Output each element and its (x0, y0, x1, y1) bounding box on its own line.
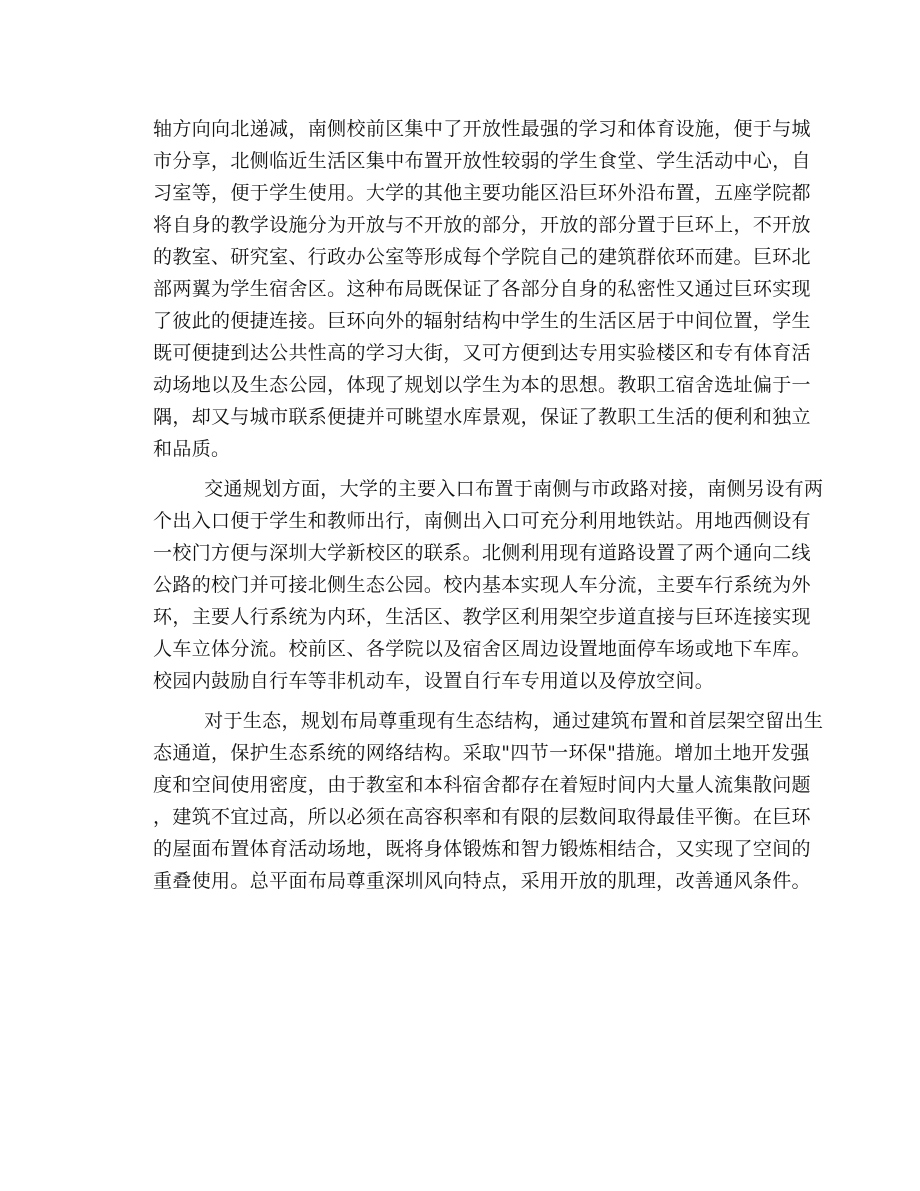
text-line: 将自身的教学设施分为开放与不开放的部分，开放的部分置于巨环上，不开放 (153, 214, 811, 236)
text-line: 习室等，便于学生使用。大学的其他主要功能区沿巨环外沿布置，五座学院都 (153, 182, 811, 204)
text-line: 交通规划方面，大学的主要入口布置于南侧与市政路对接，南侧另设有两 (153, 478, 824, 500)
text-line: 了彼此的便捷连接。巨环向外的辐射结构中学生的生活区居于中间位置，学生 (153, 310, 811, 332)
text-line: 轴方向向北递减，南侧校前区集中了开放性最强的学习和体育设施，便于与城 (153, 118, 811, 140)
paragraph-campus-layout (153, 113, 811, 465)
text-line: 环，主要人行系统为内环，生活区、教学区利用架空步道直接与巨环连接实现 (153, 606, 811, 628)
text-line: 和品质。 (153, 438, 231, 460)
text-line: 的屋面布置体育活动场地，既将身体锻炼和智力锻炼相结合，又实现了空间的 (153, 838, 811, 860)
paragraph-ecology (153, 705, 824, 897)
text-line: 动场地以及生态公园，体现了规划以学生为本的思想。教职工宿舍选址偏于一 (153, 374, 811, 396)
paragraph-traffic-planning (153, 473, 824, 697)
body-text (153, 113, 824, 897)
text-line: 人车立体分流。校前区、各学院以及宿舍区周边设置地面停车场或地下车库。 (153, 638, 811, 660)
text-line: 校园内鼓励自行车等非机动车，设置自行车专用道以及停放空间。 (153, 670, 715, 692)
text-line: 对于生态，规划布局尊重现有生态结构，通过建筑布置和首层架空留出生 (153, 710, 824, 732)
text-line: 态通道，保护生态系统的网络结构。采取"四节一环保"措施。增加土地开发强 (153, 742, 810, 764)
text-line: 隅，却又与城市联系便捷并可眺望水库景观，保证了教职工生活的便利和独立 (153, 406, 811, 428)
text-line: 公路的校门并可接北侧生态公园。校内基本实现人车分流，主要车行系统为外 (153, 574, 811, 596)
text-line: 既可便捷到达公共性高的学习大街，又可方便到达专用实验楼区和专有体育活 (153, 342, 811, 364)
text-line: 个出入口便于学生和教师出行，南侧出入口可充分利用地铁站。用地西侧设有 (153, 510, 811, 532)
text-line: 部两翼为学生宿舍区。这种布局既保证了各部分自身的私密性又通过巨环实现 (153, 278, 811, 300)
text-line: ，建筑不宜过高，所以必须在高容积率和有限的层数间取得最佳平衡。在巨环 (153, 806, 811, 828)
text-line: 重叠使用。总平面布局尊重深圳风向特点，采用开放的肌理，改善通风条件。 (153, 870, 811, 892)
text-line: 的教室、研究室、行政办公室等形成每个学院自己的建筑群依环而建。巨环北 (153, 246, 811, 268)
text-line: 一校门方便与深圳大学新校区的联系。北侧利用现有道路设置了两个通向二线 (153, 542, 811, 564)
text-line: 市分享，北侧临近生活区集中布置开放性较弱的学生食堂、学生活动中心，自 (153, 150, 811, 172)
text-line: 度和空间使用密度，由于教室和本科宿舍都存在着短时间内大量人流集散问题 (153, 774, 811, 796)
